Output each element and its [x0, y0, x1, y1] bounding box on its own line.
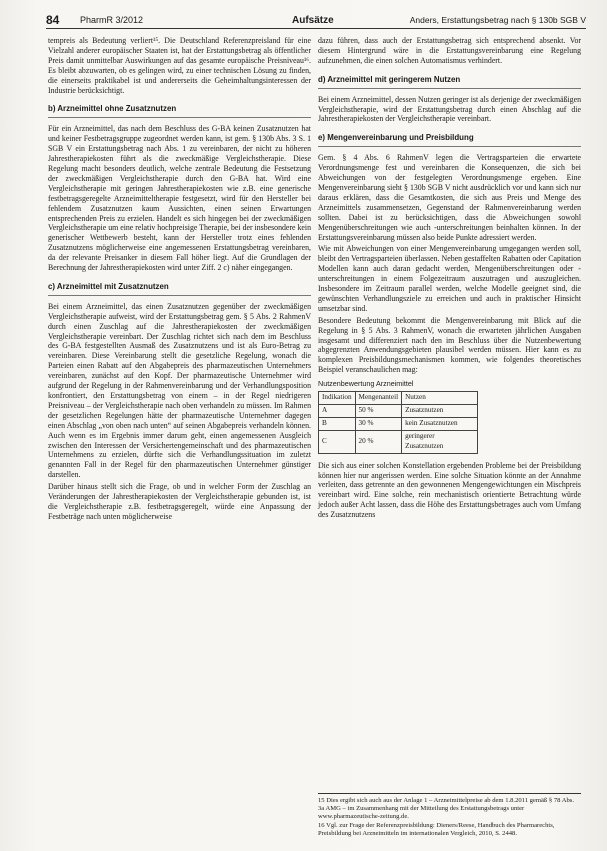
table-cell: A	[319, 405, 356, 418]
subsection-heading: d) Arzneimittel mit geringerem Nutzen	[318, 75, 581, 89]
table-header-cell: Mengenanteil	[355, 392, 402, 405]
table-caption: Nutzenbewertung Arzneimittel	[318, 379, 414, 389]
journal-citation: PharmR 3/2012	[80, 15, 144, 25]
paragraph: Die sich aus einer solchen Konstellation ergebenden Probleme bei der Preisbildung können hier nur angerissen werden. Eine solche Situation könnte an der Annahme verleiten, dass getrennte an den gewonnenen Mengengewichtungen ein Mischpreis vereinbart wird. Eine solche, rein mechanistisch orientierte Betrachtung würde jedoch außer Acht lassen, dass die Höhe des Erstattungsbetrages auch vom Umfang des Zusatznutzens	[318, 460, 581, 520]
paragraph: tempreis als Bedeutung verliert¹⁵. Die Deutschland Referenzpreisland für eine Vielzahl anderer europäischer Staaten ist, hat der Erstattungsbetrag als öffentlicher Preis damit unmittelbar Auswirkungen auf das gesamte europäische Preisniveau¹⁶. Es bleibt abzuwarten, ob es gelingen wird, zu einer technischen Lösung zu finden, die einerseits praktikabel ist und andererseits die Geheimhaltungsinteressen der Industrie berücksichtigt.	[48, 36, 311, 95]
paragraph: Darüber hinaus stellt sich die Frage, ob und in welcher Form der Zuschlag an Veränderungen der Jahrestherapiekosten der Vergleichstherapie gebunden ist, ist die Vergleichstherapie z.B. festbetragsgeregelt, würde eine Anpassung der Festbeträge nach unten möglicherweise	[48, 482, 311, 521]
page-header	[46, 11, 586, 31]
footnote: 15 Dies ergibt sich auch aus der Anlage 1 – Arzneimittelpreise ab dem 1.8.2011 gemäß § 78 Abs. 3a AMG – im Zusammenhang mit der Mitteilung des Erstattungsbetrags unter www.pharmazeutische-zeitung.de.	[318, 797, 574, 820]
left-column	[48, 36, 311, 524]
paragraph: Gem. § 4 Abs. 6 RahmenV legen die Vertragsparteien die erwartete Verordnungsmenge fest und vereinbaren die Konsequenzen, die sich bei Abweichungen von der festgelegten Verordnungsmenge ergeben. Eine Mengenvereinbarung sieht § 130b SGB V nicht ausdrücklich vor und kann sich nur daraus erklären, dass die Gesamtkosten, die sich aus Preis und Menge des Arzneimittels zusammensetzen, Gegenstand der Rahmenvereinbarung werden sollten. Dabei ist zu berücksichtigen, dass die Abweichungen sowohl Mengenüberschreitungen wie auch -unterschreitungen beinhalten können. In der Erstattungsvereinbarung müssen also beide Punkte adressiert werden.	[318, 153, 581, 242]
table-cell: 20 %	[355, 430, 402, 453]
table-row	[319, 417, 478, 430]
paragraph: Wie mit Abweichungen von einer Mengenvereinbarung umgegangen werden soll, bleibt den Vertragsparteien überlassen. Neben gestaffelten Rabatten oder Capitation Modellen kann auch daran gedacht werden, Mengenüberschreitungen oder -unterschreitungen in einem Folgezeitraum auszutragen und auszugleichen. Insbesondere im Zeitraum parallel werden, welche Modelle geeignet sind, die gewünschten Verhandlungsziele zu erreichen und auch in praktischer Hinsicht umsetzbar sind.	[318, 244, 581, 313]
header-rule	[46, 28, 586, 29]
table-cell: B	[319, 417, 356, 430]
table-row	[319, 405, 478, 418]
table-cell: kein Zusatznutzen	[402, 417, 478, 430]
footnote: 16 Vgl. zur Frage der Referenzpreisbildung: Dieners/Reese, Handbuch des Pharmarechts, Preisbildung bei Arzneimitteln im internationalen Vergleich, 2010, S. 2448.	[318, 822, 555, 837]
benefit-table	[318, 391, 478, 454]
subsection-heading: b) Arzneimittel ohne Zusatznutzen	[48, 104, 311, 118]
table-cell: Zusatznutzen	[402, 405, 478, 418]
paragraph: Für ein Arzneimittel, das nach dem Beschluss des G-BA keinen Zusatznutzen hat und keiner Festbetragsgruppe zugeordnet werden kann, ist gem. § 130b Abs. 3 S. 1 SGB V ein Erstattungsbetrag nach Abs. 1 zu vereinbaren, der nicht zu höheren Jahrestherapiekosten führt als die zweckmäßige Vergleichstherapie. Diese Regelung macht besonders deutlich, welche zentrale Bedeutung die Festsetzung der zweckmäßigen Vergleichstherapie durch den G-BA hat. Wird eine Vergleichstherapie mit geringen Jahrestherapiekosten wie z.B. eine generische festbetragsgeregelte Arzneimitteltherapie festgesetzt, wird für den Hersteller bei fehlendem Zusatznutzen kaum Aussichten, einen seinen Erwartungen entsprechenden Preis zu erzielen. Handelt es sich hingegen bei der zweckmäßigen Vergleichstherapie um eine relativ hochpreisige Therapie, bei der insbesondere kein generischer Wettbewerb besteht, kann der Hersteller trotz eines fehlenden Zusatznutzens möglicherweise eine angemessenen Erstattungsbetrag vereinbaren, da der relevante Preisanker in diesem Fall höher liegt. Auf die Grundlagen der Berechnung der Jahrestherapiekosten wird unter Ziff. 2 c) näher eingegangen.	[48, 124, 311, 273]
section-title: Aufsätze	[292, 15, 334, 26]
subsection-heading: e) Mengenvereinbarung und Preisbildung	[318, 133, 581, 147]
table-header-cell: Indikation	[319, 392, 356, 405]
running-head: Anders, Erstattungsbetrag nach § 130b SGB V	[409, 15, 586, 25]
subsection-heading: c) Arzneimittel mit Zusatznutzen	[48, 282, 311, 296]
paragraph: Besondere Bedeutung bekommt die Mengenvereinbarung mit Blick auf die Regelung in § 5 Abs. 3 RahmenV, wonach die erwarteten jährlichen Ausgaben insgesamt und differenziert nach den im Beschluss über die Nutzenbewertung abgegrenzten Anwendungsgebieten plausibel werden müssen. Hier kann es zu komplexen Preisbildungsmechanismen kommen, wie folgendes theoretisches Beispiel veranschaulichen mag:	[318, 315, 581, 375]
table-header-cell: Nutzen	[402, 392, 478, 405]
table-cell: C	[319, 430, 356, 453]
table-cell: geringerer Zusatznutzen	[402, 430, 478, 453]
page-number: 84	[46, 13, 60, 27]
paragraph: Bei einem Arzneimittel, das einen Zusatznutzen gegenüber der zweckmäßigen Vergleichstherapie aufweist, wird der Erstattungsbetrag gem. § 5 Abs. 2 RahmenV durch einen Zuschlag auf die Jahrestherapiekosten der zweckmäßigen Vergleichstherapie vereinbart. Der Zuschlag richtet sich nach dem im Beschluss des G-BA festgestellten Ausmaß des Zusatznutzens und ist als Euro-Betrag zu vereinbaren. Diese Vereinbarung stellt die gesetzliche Regelung, wonach die Parteien einen Rabatt auf den Abgabepreis des pharmazeutischen Unternehmers vereinbaren, zunächst auf den Kopf. Der pharmazeutische Unternehmer wird aufgrund der Regelung in der Rahmenvereinbarung und der Verhandlungsposition konfrontiert, den Erstattungsbetrag von einem – in der Regel niedrigeren Preisniveau – der Vergleichstherapie nach oben verhandeln zu müssen. Im Rahmen der gesetzlichen Regelungen hätte der pharmazeutische Unternehmer dagegen einen Abschlag „von oben nach unten“ auf seinen Abgabepreis verhandeln können. Auch wenn es im Ergebnis immer darum geht, einen angemessenen Ausgleich zwischen den Interessen der Versichertengemeinschaft und des pharmazeutischen Unternehmens zu erzielen, dürfte sich die Verhandlungssituation im zuletzt genannten Fall in der Regel für den pharmazeutischen Unternehmer günstiger darstellen.	[48, 301, 311, 480]
right-column	[318, 36, 581, 522]
table-cell: 30 %	[355, 417, 402, 430]
paragraph: Bei einem Arzneimittel, dessen Nutzen geringer ist als derjenige der zweckmäßigen Vergleichstherapie, wird der Erstattungsbetrag durch einen Abschlag auf die Jahrestherapiekosten der Vergleichstherapie vereinbart.	[318, 94, 581, 124]
table-row	[319, 430, 478, 453]
paragraph: dazu führen, dass auch der Erstattungsbetrag sich entsprechend absenkt. Vor diesem Hintergrund wäre in die Erstattungsvereinbarung eine Regelung aufzunehmen, die einen solchen Automatismus verhindert.	[318, 36, 581, 65]
table-cell: 50 %	[355, 405, 402, 418]
table-header-row	[319, 392, 478, 405]
footnotes	[318, 793, 581, 839]
